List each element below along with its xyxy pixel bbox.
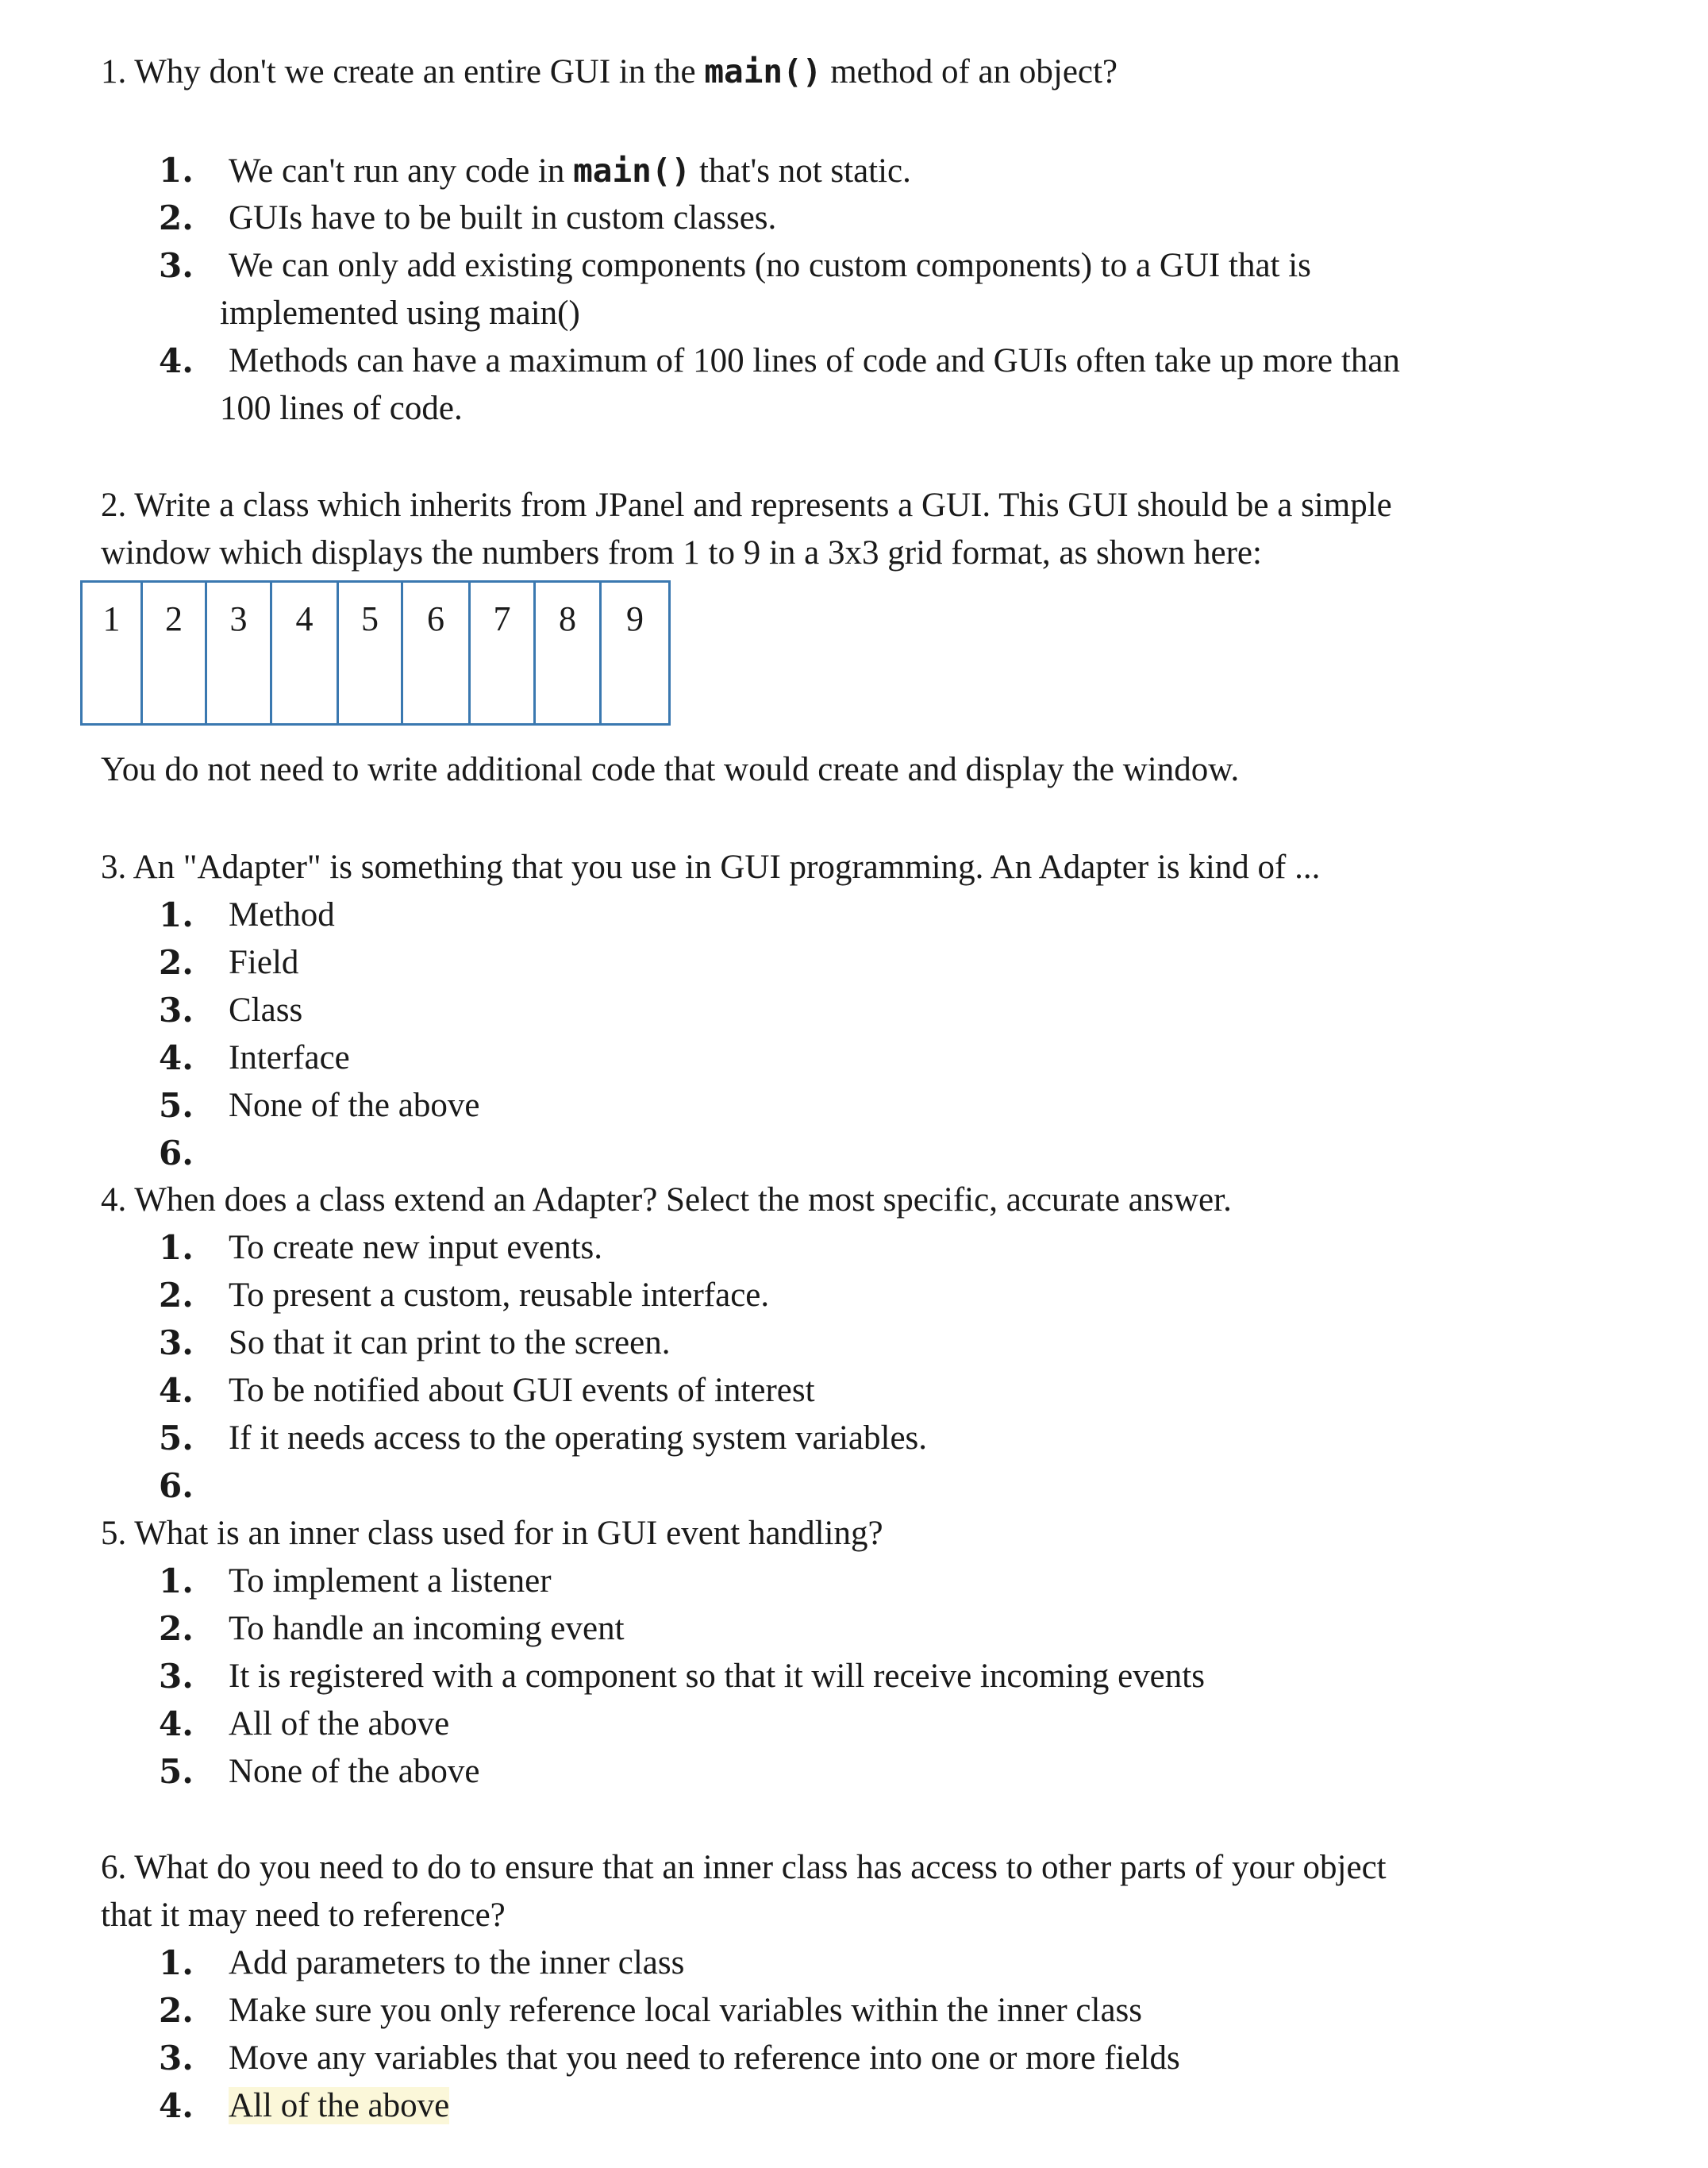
q2-question-line-1: 2. Write a class which inherits from JPanel and represents a GUI. This GUI should be a simple: [101, 487, 1392, 524]
q5-question: 5. What is an inner class used for in GUI event handling?: [101, 1515, 883, 1552]
q1-option-2: GUIs have to be built in custom classes.: [229, 199, 777, 237]
q1-option-4-number: 4.: [159, 341, 194, 380]
q4-option-5: If it needs access to the operating system variables.: [229, 1419, 928, 1457]
q4-option-2-number: 2.: [159, 1276, 194, 1315]
q5-option-2-number: 2.: [159, 1609, 194, 1648]
grid-cell-9: [602, 583, 668, 723]
q6-option-4: [229, 2082, 449, 2130]
q4-option-2: To present a custom, reusable interface.: [229, 1277, 770, 1314]
q4-option-1: To create new input events.: [229, 1229, 603, 1266]
q6-option-2-number: 2.: [159, 1991, 194, 2030]
q1-option-1-post: that's not static.: [691, 152, 911, 190]
q4-option-3: So that it can print to the screen.: [229, 1324, 671, 1361]
q1-option-4: Methods can have a maximum of 100 lines of code and GUIs often take up more than: [229, 342, 1400, 379]
q5-option-5-number: 5.: [159, 1752, 194, 1791]
q1-option-4-continuation: 100 lines of code.: [220, 390, 463, 427]
grid-cell-1: [83, 583, 143, 723]
q3-option-1: Method: [229, 896, 335, 934]
grid-cell-4: [272, 583, 339, 723]
q3-option-3-number: 3.: [159, 991, 194, 1030]
grid-cell-7-label: 7: [493, 599, 511, 638]
q3-option-2-number: 2.: [159, 943, 194, 982]
q4-option-3-number: 3.: [159, 1323, 194, 1362]
q2-question-line-2: window which displays the numbers from 1 to 9 in a 3x3 grid format, as shown here:: [101, 534, 1262, 572]
q5-option-4: All of the above: [229, 1705, 450, 1742]
grid-cell-2-label: 2: [165, 599, 183, 638]
q3-question: 3. An "Adapter" is something that you use in GUI programming. An Adapter is kind of ...: [101, 849, 1321, 886]
grid-cell-8-label: 8: [559, 599, 576, 638]
grid-cell-6: [403, 583, 471, 723]
q5-option-2: To handle an incoming event: [229, 1610, 625, 1647]
q3-option-4-number: 4.: [159, 1038, 194, 1077]
q5-option-5: None of the above: [229, 1753, 480, 1790]
grid-cell-5: [339, 583, 403, 723]
q1-option-2-number: 2.: [159, 198, 194, 237]
q3-option-2: Field: [229, 944, 299, 981]
q1-option-1-pre: We can't run any code in: [229, 152, 574, 190]
grid-cell-2: [143, 583, 207, 723]
q6-option-1-number: 1.: [159, 1943, 194, 1982]
grid-cell-3: [207, 583, 272, 723]
q3-option-3: Class: [229, 992, 303, 1029]
q5-option-1-number: 1.: [159, 1561, 194, 1600]
q4-option-1-number: 1.: [159, 1228, 194, 1267]
q6-option-4-number: 4.: [159, 2086, 194, 2125]
q1-question-prefix: 1. Why don't we create an entire GUI in the: [101, 53, 705, 90]
grid-cell-3-label: 3: [229, 599, 248, 638]
q1-question-code: main(): [704, 52, 822, 90]
q3-option-1-number: 1.: [159, 895, 194, 934]
q5-option-1: To implement a listener: [229, 1562, 552, 1600]
q1-option-3: We can only add existing components (no custom components) to a GUI that is: [229, 247, 1311, 284]
q6-option-2: Make sure you only reference local variables within the inner class: [229, 1992, 1143, 2029]
number-grid: [80, 580, 671, 726]
grid-cell-9-label: 9: [626, 599, 644, 638]
grid-cell-5-label: 5: [361, 599, 379, 638]
q6-option-3-number: 3.: [159, 2039, 194, 2078]
q6-question-line-2: that it may need to reference?: [101, 1897, 506, 1934]
grid-cell-8: [536, 583, 602, 723]
q6-option-3: Move any variables that you need to reference into one or more fields: [229, 2039, 1180, 2077]
q3-option-5-number: 5.: [159, 1086, 194, 1125]
q1-option-1-code: main(): [573, 152, 691, 190]
q3-option-6-number: 6.: [159, 1134, 194, 1173]
q1-question-suffix: method of an object?: [821, 53, 1118, 90]
grid-cell-4-label: 4: [295, 599, 314, 638]
q6-question-line-1: 6. What do you need to do to ensure that an inner class has access to other parts of your object: [101, 1849, 1387, 1886]
q1-question: [101, 48, 1118, 96]
q1-option-1-number: 1.: [159, 151, 194, 190]
q4-option-6-number: 6.: [159, 1466, 194, 1505]
q4-question: 4. When does a class extend an Adapter? Select the most specific, accurate answer.: [101, 1181, 1232, 1219]
grid-cell-1-label: 1: [102, 599, 121, 638]
q1-option-3-number: 3.: [159, 246, 194, 285]
q3-option-4: Interface: [229, 1039, 350, 1076]
q4-option-4: To be notified about GUI events of interest: [229, 1372, 815, 1409]
q5-option-3-number: 3.: [159, 1657, 194, 1696]
q4-option-4-number: 4.: [159, 1371, 194, 1410]
q4-option-5-number: 5.: [159, 1419, 194, 1458]
grid-cell-6-label: 6: [427, 599, 444, 638]
q5-option-3: It is registered with a component so that it will receive incoming events: [229, 1658, 1205, 1695]
grid-cell-7: [471, 583, 536, 723]
q6-option-4-highlighted-text: All of the above: [229, 2087, 450, 2124]
q1-option-3-continuation: implemented using main(): [220, 295, 580, 332]
q2-note: You do not need to write additional code that would create and display the window.: [101, 751, 1240, 788]
q1-option-1: [229, 147, 911, 195]
q3-option-5: None of the above: [229, 1087, 480, 1124]
q5-option-4-number: 4.: [159, 1704, 194, 1743]
q6-option-1: Add parameters to the inner class: [229, 1944, 685, 1981]
